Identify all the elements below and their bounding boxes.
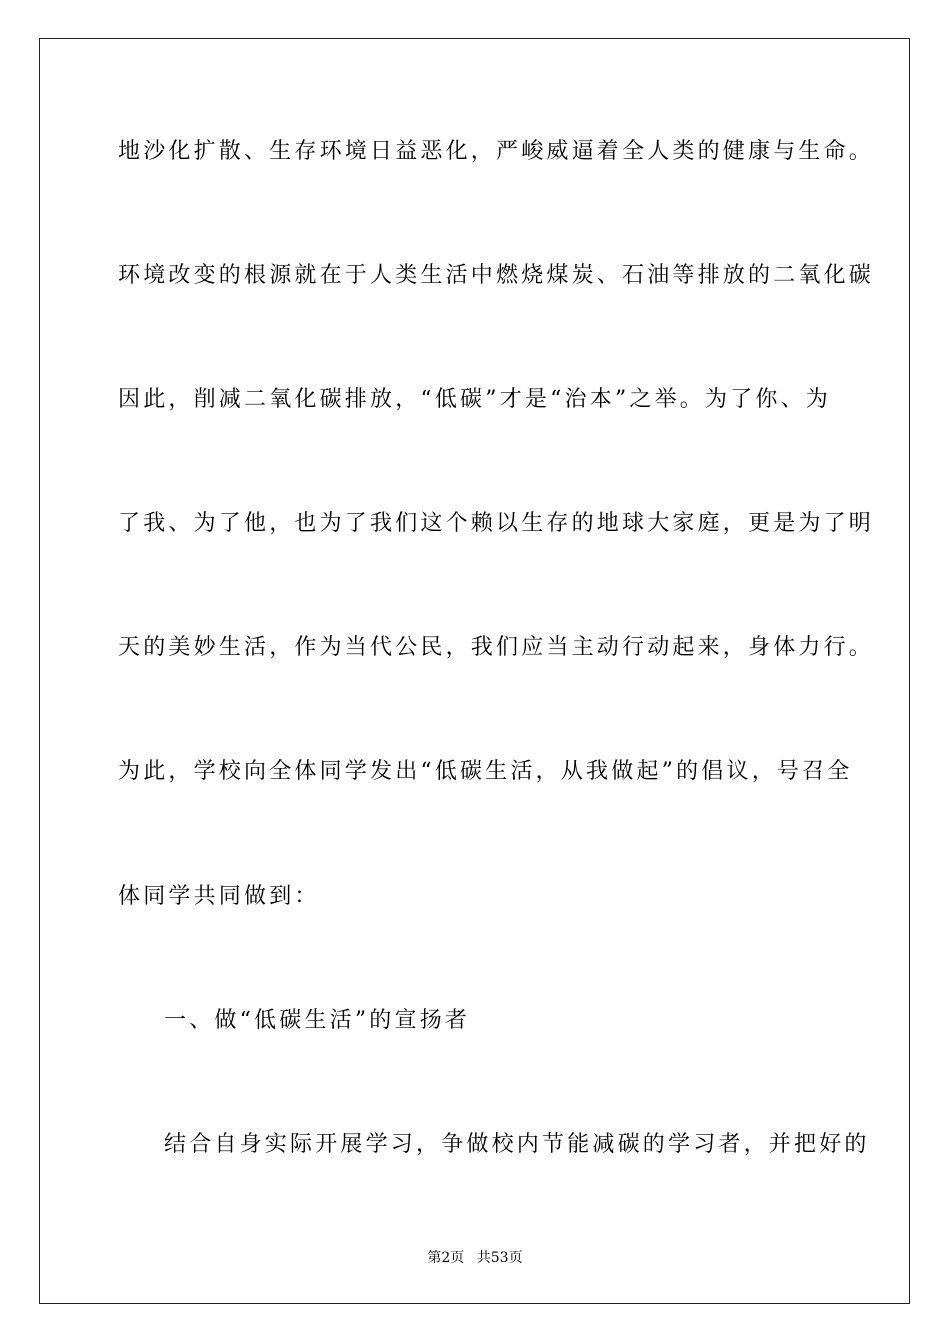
total-pages: 共53页 (476, 1250, 523, 1266)
text-line-7: 体同学共同做到： (118, 884, 320, 909)
text-line-1: 地沙化扩散、生存环境日益恶化，严峻威逼着全人类的健康与生命。 (118, 139, 875, 164)
page-number: 第2页 (427, 1250, 465, 1266)
text-line-5: 天的美妙生活，作为当代公民，我们应当主动行动起来，身体力行。 (118, 635, 875, 660)
text-line-3: 因此，削减二氧化碳排放，“低碳”才是“治本”之举。为了你、为 (118, 387, 831, 412)
text-line-2: 环境改变的根源就在于人类生活中燃烧煤炭、石油等排放的二氧化碳 (118, 263, 875, 288)
page-footer (0, 1248, 950, 1268)
section-heading: 一、做“低碳生活”的宣扬者 (164, 1008, 471, 1033)
text-line-4: 了我、为了他，也为了我们这个赖以生存的地球大家庭，更是为了明 (118, 511, 875, 536)
text-line-9: 结合自身实际开展学习，争做校内节能减碳的学习者，并把好的 (164, 1132, 870, 1157)
page-frame (39, 38, 910, 1304)
text-line-6: 为此，学校向全体同学发出“低碳生活，从我做起”的倡议，号召全 (118, 759, 853, 784)
